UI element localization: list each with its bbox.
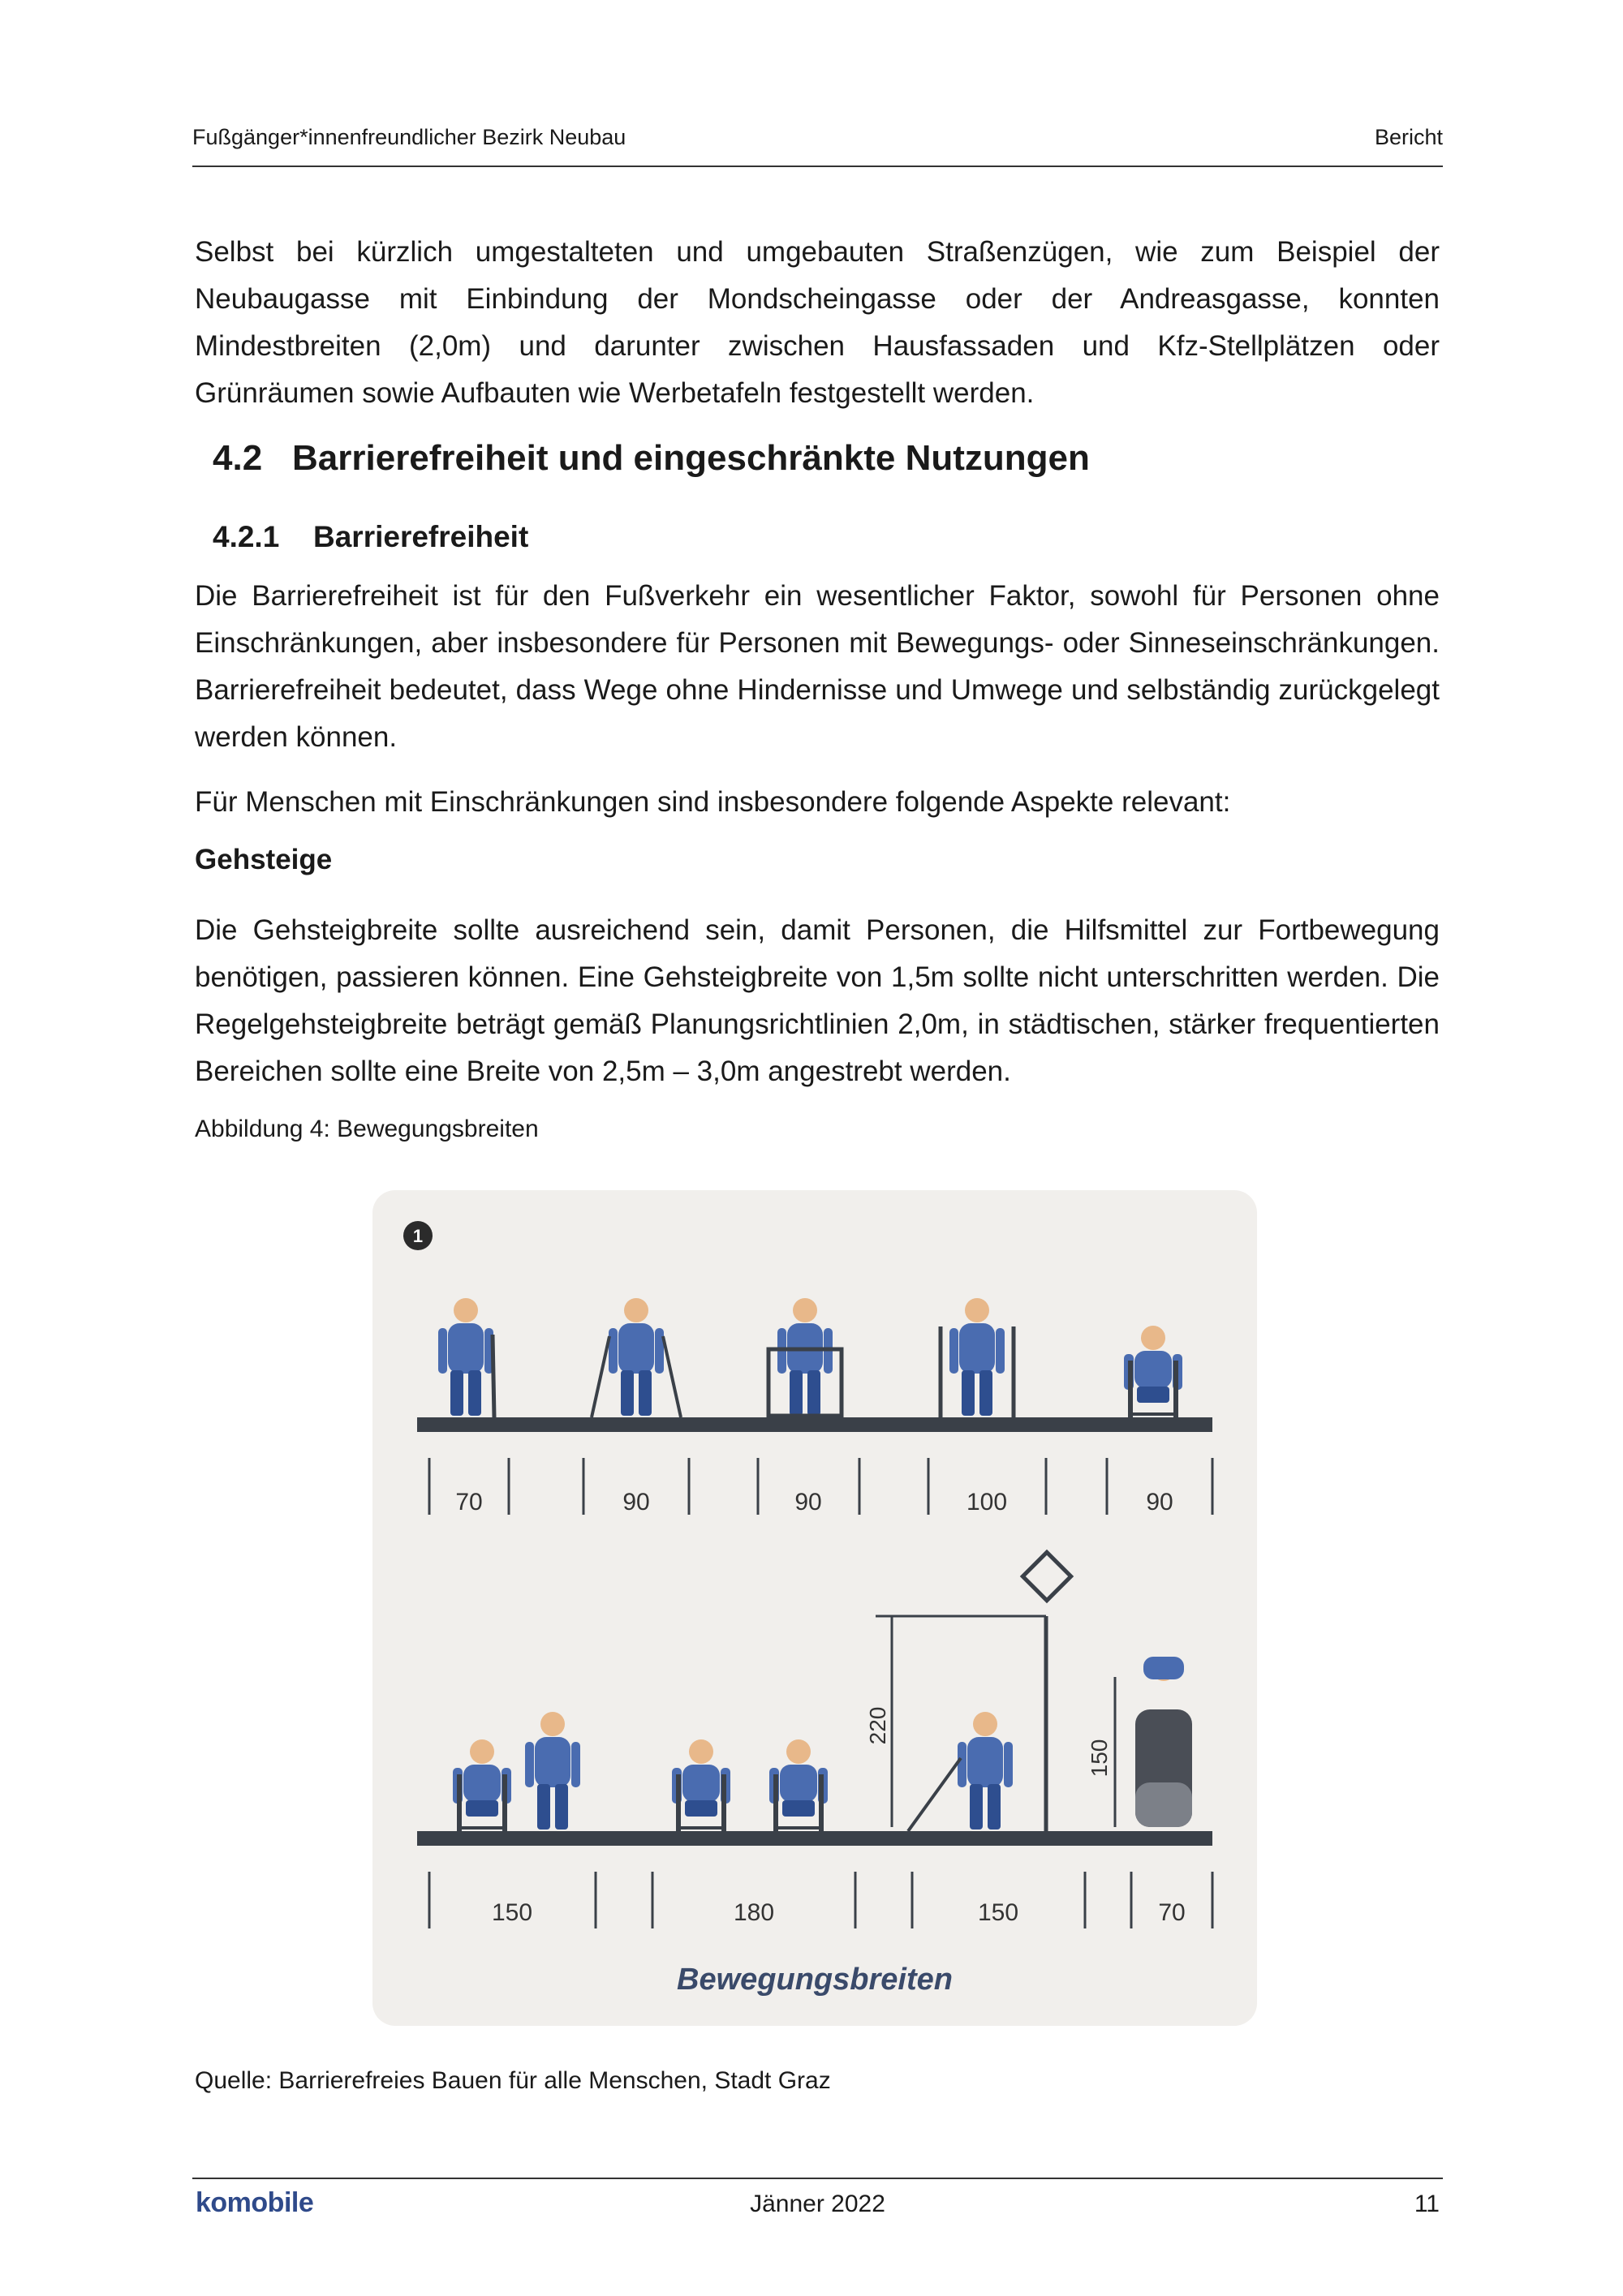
- width-label-top-4: 100: [966, 1489, 1008, 1516]
- figure-badge: 1: [412, 1226, 424, 1246]
- width-label-top-3: 90: [794, 1489, 822, 1516]
- subsection-heading: [213, 520, 528, 554]
- section-number: 4.2: [213, 438, 263, 478]
- figure-caption: Abbildung 4: Bewegungsbreiten: [195, 1116, 539, 1142]
- figure-source: Quelle: Barrierefreies Bauen für alle Menschen, Stadt Graz: [195, 2067, 831, 2094]
- section-title: Barrierefreiheit und eingeschränkte Nutzungen: [292, 438, 1090, 478]
- page-number: 11: [1414, 2191, 1440, 2217]
- width-label-bottom-1: 150: [491, 1899, 533, 1926]
- body-block-3: [195, 907, 1440, 1095]
- figure-illustration: [372, 1190, 1257, 2026]
- width-label-top-2: 90: [622, 1489, 650, 1516]
- page-footer: [192, 2178, 1443, 2228]
- paragraph-gehsteigbreite: Die Gehsteigbreite sollte ausreichend sein, damit Personen, die Hilfsmittel zur Fortbewegung benötigen, passieren können. Eine Gehsteigbreite von 1,5m sollte nicht unterschritten werden. Die Regelgehsteigbreite beträgt gemäß Planungsrichtlinien 2,0m, in städtischen, stärker frequentierten Bereichen sollte eine Breite von 2,5m – 3,0m angestrebt werden.: [195, 914, 1440, 1087]
- ground-line-top: [417, 1417, 1212, 1432]
- footer-date: Jänner 2022: [750, 2191, 885, 2217]
- body-block-2: [195, 779, 1440, 826]
- paragraph-aspekte: Für Menschen mit Einschränkungen sind insbesondere folgende Aspekte relevant:: [195, 786, 1231, 818]
- komobile-logo: komobile: [196, 2187, 314, 2218]
- subsection-title: Barrierefreiheit: [313, 520, 529, 553]
- heading-gehsteige: Gehsteige: [195, 844, 333, 875]
- page-header: [192, 122, 1443, 167]
- heading-block: [195, 844, 1440, 876]
- subsection-number: 4.2.1: [213, 520, 280, 553]
- source-block: [195, 2067, 1440, 2095]
- person-bending-body: [1143, 1657, 1184, 1679]
- figure-title: Bewegungsbreiten: [677, 1963, 953, 1997]
- section-heading: [213, 438, 1090, 479]
- header-section: Bericht: [1374, 125, 1443, 149]
- width-label-bottom-3: 150: [977, 1899, 1019, 1926]
- width-label-bottom-2: 180: [733, 1899, 775, 1926]
- walking-cane: [493, 1335, 494, 1417]
- intro-paragraph: Selbst bei kürzlich umgestalteten und umgebauten Straßenzügen, wie zum Beispiel der Neubaugasse mit Einbindung der Mondscheingasse oder der Andreasgasse, konnten Mindestbreiten (2,0m) und darunter zwischen Hausfassaden und Kfz-Stellplätzen oder Grünräumen sowie Aufbauten wie Werbetafeln festgestellt werden.: [195, 236, 1440, 409]
- paragraph-barrierefreiheit: Die Barrierefreiheit ist für den Fußverkehr ein wesentlicher Faktor, sowohl für Personen ohne Einschränkungen, aber insbesondere für Personen mit Bewegungs- oder Sinneseinschränkungen. Barrierefreiheit bedeutet, dass Wege ohne Hindernisse und Umwege und selbständig zurückgelegt werden können.: [195, 580, 1440, 753]
- header-title: Fußgänger*innenfreundlicher Bezirk Neubau: [192, 125, 626, 149]
- width-label-bottom-4: 70: [1158, 1899, 1186, 1926]
- height-label-sign: 220: [865, 1706, 890, 1745]
- body-block-1: [195, 573, 1440, 761]
- intro-block: [195, 229, 1440, 417]
- waste-bin-base: [1135, 1782, 1192, 1827]
- height-label-bin: 150: [1087, 1739, 1112, 1778]
- ground-line-bottom: [417, 1831, 1212, 1846]
- width-label-top-5: 90: [1146, 1489, 1173, 1516]
- caption-block: [195, 1116, 1440, 1143]
- figure-bewegungsbreiten: [372, 1190, 1257, 2026]
- width-label-top-1: 70: [455, 1489, 483, 1516]
